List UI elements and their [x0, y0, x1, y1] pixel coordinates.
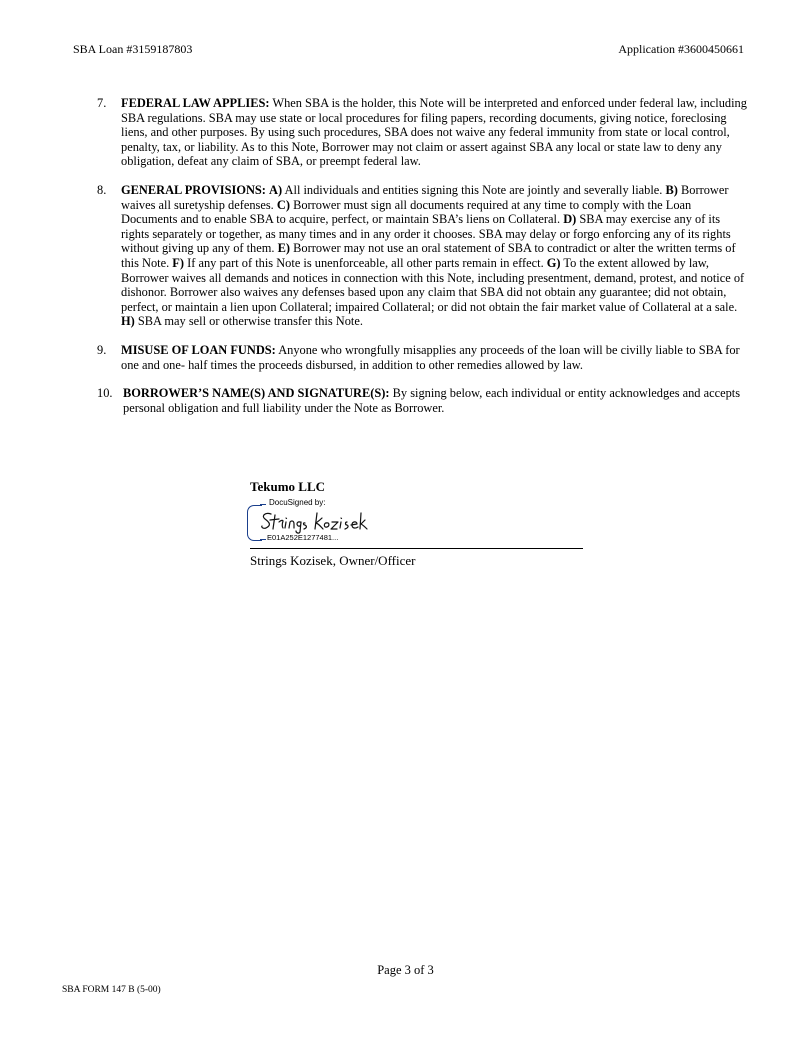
provision-text: All individuals and entities signing this Note are jointly and severally liable.: [284, 182, 663, 197]
provision-text: To the extent allowed by law, Borrower waives all demands and notices in connection with this Note, including presentment, demand, protest, and notice of dishonor. Borrower also waives any defenses based upon any claim that SBA did not obtain any guarantee; did not obtain, perfect, or maintain a lien upon Collateral; impaired Collateral; or did not obtain the fair market value of Collateral at a sale.: [121, 255, 745, 314]
provision-label: G): [546, 255, 561, 270]
section-title: GENERAL PROVISIONS:: [121, 182, 266, 197]
provision-label: C): [276, 197, 290, 212]
borrower-company-name: Tekumo LLC: [250, 479, 326, 494]
section-title: FEDERAL LAW APPLIES:: [121, 96, 270, 110]
section-general-provisions: [97, 183, 747, 329]
signature-line: [250, 548, 583, 549]
section-title: BORROWER’S NAME(S) AND SIGNATURE(S):: [123, 386, 390, 401]
header-application-number: Application #3600450661: [618, 42, 744, 56]
handwritten-signature: [259, 508, 369, 534]
section-number: 7.: [97, 96, 107, 110]
provision-text: SBA may exercise any of its rights separately or together, as many times and in any order it chooses. SBA may delay or forgo enforcing any of its rights without giving up any of them.: [121, 212, 731, 256]
provision-label: H): [121, 314, 135, 329]
signature-block: [250, 479, 583, 569]
section-text: Anyone who wrongfully misapplies any proceeds of the loan will be civilly liable to SBA for one and one- half times the proceeds disbursed, in addition to other remedies allowed by law.: [121, 342, 740, 372]
section-text: When SBA is the holder, this Note will be interpreted and enforced under federal law, including SBA regulations. SBA may use state or local procedures for filing papers, recording documents, giving notice, foreclosing liens, and other purposes. By using such procedures, SBA does not waive any federal immunity from state or local control, penalty, tax, or liability. As to this Note, Borrower may not claim or assert against SBA any local or state law to deny any obligation, defeat any claim of SBA, or preempt federal law.: [121, 96, 747, 169]
section-borrower-signatures: [97, 386, 747, 415]
section-title: MISUSE OF LOAN FUNDS:: [121, 342, 276, 357]
provision-label: B): [665, 182, 678, 197]
docusign-envelope-id: E01A252E1277481...: [267, 533, 339, 542]
provision-label: A): [269, 182, 283, 197]
header-loan-number: SBA Loan #3159187803: [73, 42, 193, 56]
docusign-stamp: [250, 499, 583, 544]
docusign-bracket-top: [260, 504, 266, 505]
section-federal-law: [97, 96, 747, 169]
note-sections: [97, 96, 747, 429]
provision-label: E): [277, 241, 290, 256]
provision-text: SBA may sell or otherwise transfer this Note.: [137, 314, 363, 329]
signer-name-title: Strings Kozisek, Owner/Officer: [250, 553, 416, 568]
provision-text: If any part of this Note is unenforceable, all other parts remain in effect.: [187, 255, 544, 270]
provision-label: D): [563, 212, 577, 227]
docusign-bracket-bottom: [260, 539, 266, 540]
page-number: Page 3 of 3: [377, 963, 434, 977]
form-identifier: SBA FORM 147 B (5-00): [62, 985, 161, 995]
provision-label: F): [172, 255, 184, 270]
section-number: 10.: [97, 386, 113, 401]
provision-text: Borrower waives all suretyship defenses.: [121, 182, 729, 212]
provision-text: Borrower may not use an oral statement of SBA to contradict or alter the written terms of this Note.: [121, 241, 736, 270]
section-number: 8.: [97, 182, 107, 197]
section-text: By signing below, each individual or entity acknowledges and accepts personal obligation and full liability under the Note as Borrower.: [123, 386, 741, 415]
docusigned-label: DocuSigned by:: [269, 498, 326, 507]
provision-text: Borrower must sign all documents required at any time to comply with the Loan Documents and to enable SBA to acquire, perfect, or maintain SBA’s liens on Collateral.: [121, 197, 692, 227]
section-number: 9.: [97, 342, 107, 357]
section-misuse-of-funds: [97, 343, 747, 372]
